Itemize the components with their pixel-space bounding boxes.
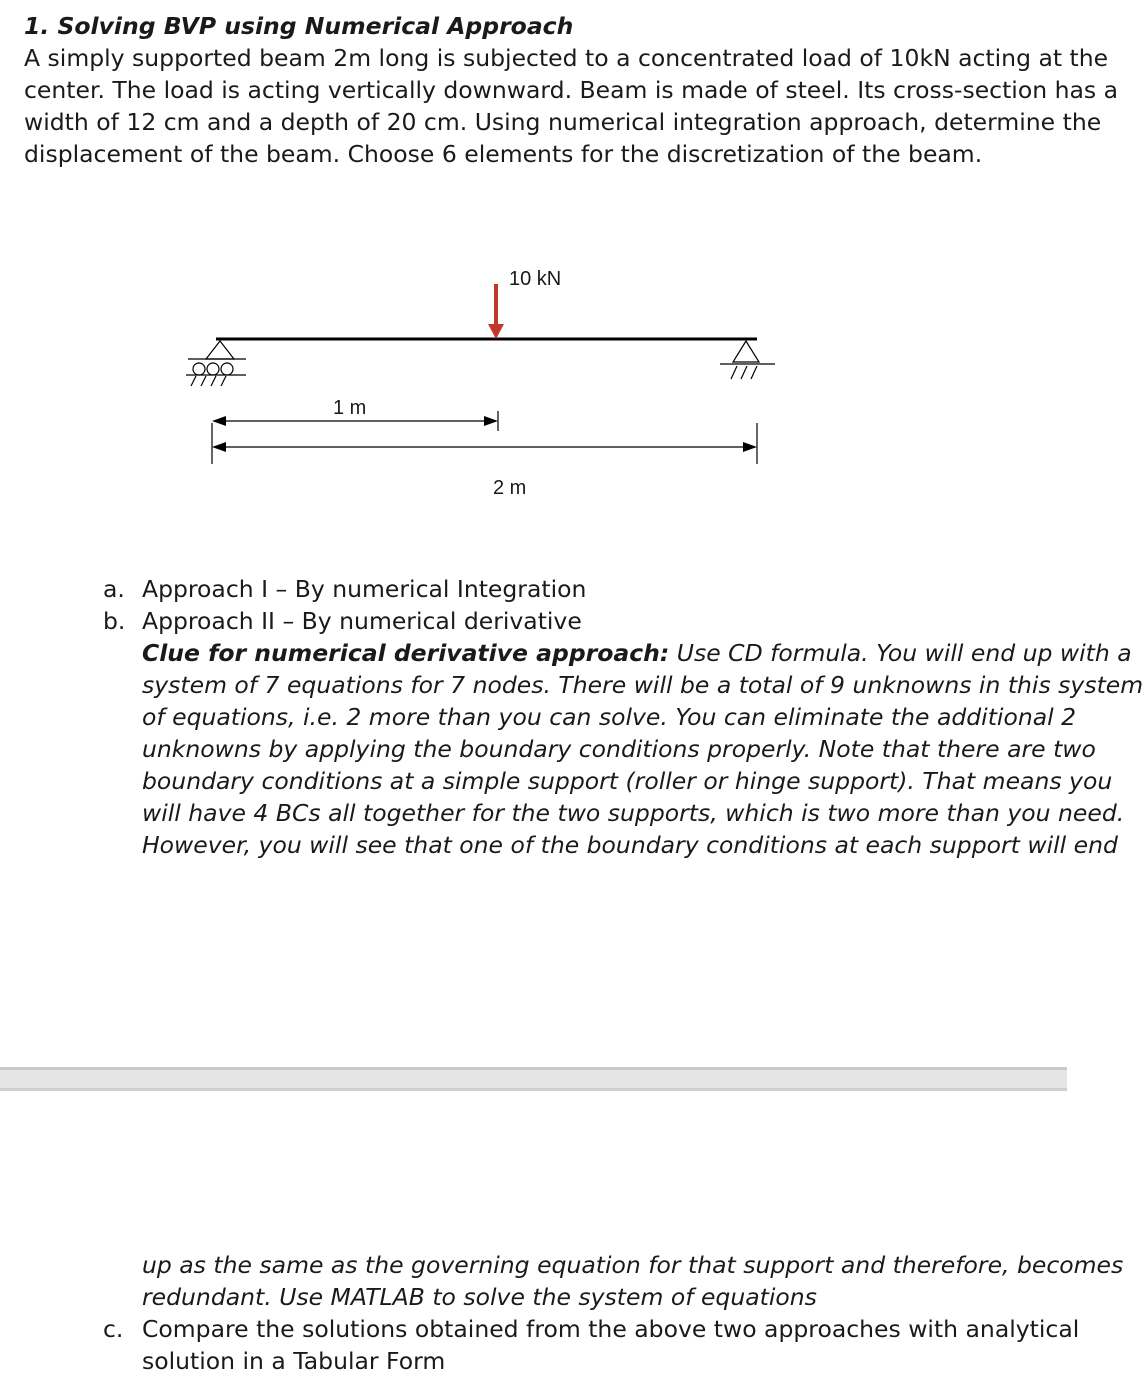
problem-line: displacement of the beam. Choose 6 elements for the discretization of the beam. xyxy=(24,140,983,168)
load-arrow xyxy=(488,284,504,339)
beam-diagram xyxy=(0,240,1067,520)
problem-line: width of 12 cm and a depth of 20 cm. Using numerical integration approach, determine the xyxy=(24,108,1102,136)
clue-line: unknowns by applying the boundary conditions properly. Note that there are two xyxy=(142,735,1096,763)
list-letter-c: c. xyxy=(103,1315,124,1343)
list-item-c-continued: solution in a Tabular Form xyxy=(142,1347,446,1375)
problem-heading xyxy=(24,10,573,42)
roller-support-icon xyxy=(186,341,246,386)
clue-line: will have 4 BCs all together for the two supports, which is two more than you need. xyxy=(142,799,1125,827)
list-item-c: Compare the solutions obtained from the above two approaches with analytical xyxy=(142,1315,1080,1343)
list-item-b: Approach II – By numerical derivative xyxy=(142,607,582,635)
half-span-label: 1 m xyxy=(333,397,367,419)
clue-line: redundant. Use MATLAB to solve the system of equations xyxy=(142,1283,817,1311)
span-dimension xyxy=(212,423,757,464)
list-letter-b: b. xyxy=(103,607,126,635)
span-label: 2 m xyxy=(493,477,527,499)
pin-support-icon xyxy=(720,341,775,379)
list-item-a: Approach I – By numerical Integration xyxy=(142,575,587,603)
clue-line: up as the same as the governing equation for that support and therefore, becomes xyxy=(142,1251,1124,1279)
clue-line: system of 7 equations for 7 nodes. There will be a total of 9 unknowns in this system xyxy=(142,671,1143,699)
clue-line: boundary conditions at a simple support (roller or hinge support). That means you xyxy=(142,767,1113,795)
problem-line: A simply supported beam 2m long is subjected to a concentrated load of 10kN acting at the xyxy=(24,44,1109,72)
clue-label: Clue for numerical derivative approach: xyxy=(142,639,670,667)
clue-line: However, you will see that one of the boundary conditions at each support will end xyxy=(142,831,1118,859)
heading-number: 1. xyxy=(24,12,50,40)
page-break-divider xyxy=(0,1067,1067,1091)
clue-line: of equations, i.e. 2 more than you can solve. You can eliminate the additional 2 xyxy=(142,703,1077,731)
problem-line: center. The load is acting vertically downward. Beam is made of steel. Its cross-section has a xyxy=(24,76,1118,104)
clue-text: Use CD formula. You will end up with a xyxy=(669,639,1132,667)
heading-title: Solving BVP using Numerical Approach xyxy=(57,12,574,40)
list-letter-a: a. xyxy=(103,575,125,603)
load-label: 10 kN xyxy=(509,268,562,290)
clue-first-line xyxy=(142,637,1132,669)
